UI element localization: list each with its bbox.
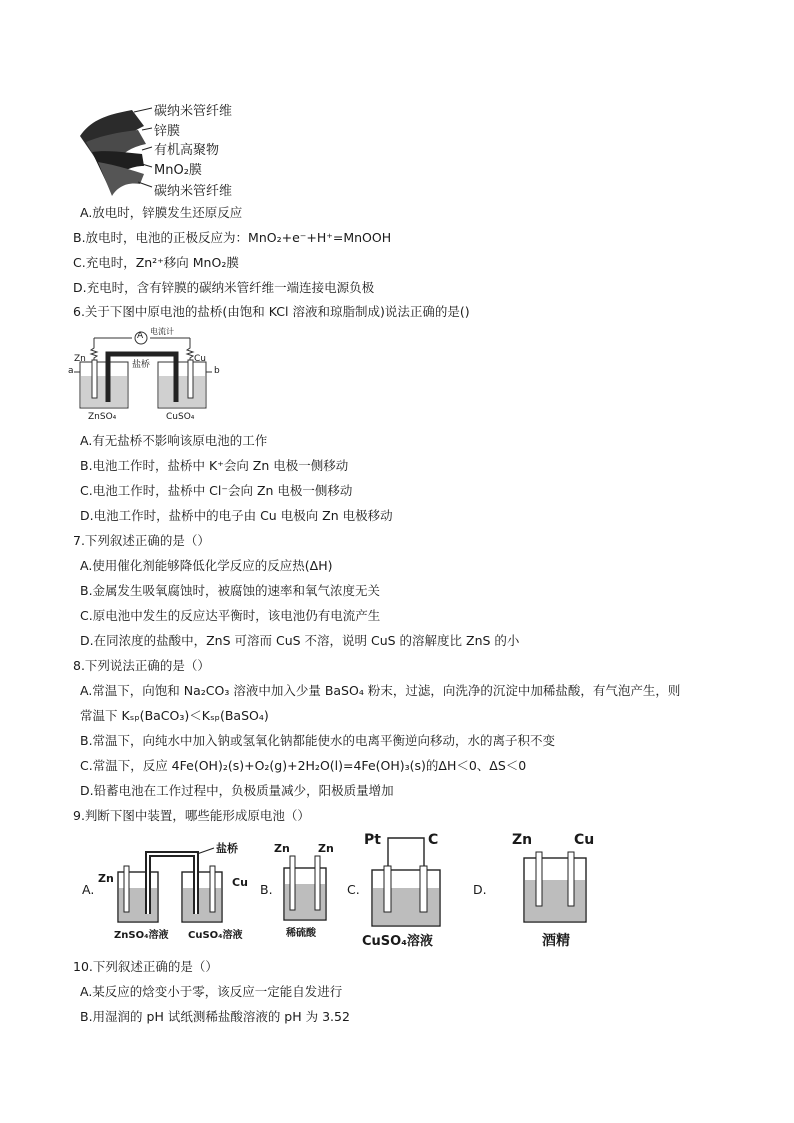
- q7-option-d: D.在同浓度的盐酸中，ZnS 可溶而 CuS 不溶，说明 CuS 的溶解度比 ZnS 的小: [80, 633, 520, 648]
- q9-opt-c-e2: C: [428, 832, 439, 848]
- fig1-label-cnt-top: 碳纳米管纤维: [154, 104, 233, 119]
- q8-option-a-line1: A.常温下，向饱和 Na₂CO₃ 溶液中加入少量 BaSO₄ 粉末，过滤，向洗净的沉淀中加稀盐酸，有气泡产生，则: [80, 683, 681, 698]
- q6-cuso4-label: CuSO₄: [166, 412, 195, 422]
- q9-opt-b-letter: B.: [260, 882, 273, 897]
- q8-stem: 8.下列说法正确的是（）: [73, 658, 210, 673]
- q9-opt-a-bridge: 盐桥: [216, 842, 238, 855]
- q9-opt-a-letter: A.: [82, 882, 95, 897]
- q9-opt-b-e2: Zn: [318, 842, 334, 855]
- q9-opt-b-sol: 稀硫酸: [286, 928, 316, 939]
- q9-opt-a-zn: Zn: [98, 872, 114, 885]
- q8-option-d: D.铅蓄电池在工作过程中，负极质量减少，阳极质量增加: [80, 783, 394, 798]
- q9-opt-d-e1: Zn: [512, 832, 533, 848]
- q9-opt-c-e1: Pt: [364, 832, 381, 848]
- q9-opt-c-figure: [362, 830, 472, 950]
- q6-cell-figure: [68, 326, 222, 426]
- fig1-label-zinc: 锌膜: [154, 124, 181, 139]
- q5-option-c: C.充电时，Zn²⁺移向 MnO₂膜: [73, 255, 239, 270]
- q9-opt-d-letter: D.: [473, 882, 487, 897]
- q6-cu-label: Cu: [194, 354, 206, 364]
- fig1-label-polymer: 有机高聚物: [154, 143, 220, 158]
- fig1-label-mno2: MnO₂膜: [154, 163, 202, 178]
- q9-opt-a-right-sol: CuSO₄溶液: [188, 930, 243, 941]
- q9-opt-c-letter: C.: [347, 882, 360, 897]
- q6-zn-label: Zn: [74, 354, 86, 364]
- q9-opt-b-figure: [270, 840, 340, 940]
- q8-option-b: B.常温下，向纯水中加入钠或氢氧化钠都能使水的电离平衡逆向移动，水的离子积不变: [80, 733, 556, 748]
- q10-stem: 10.下列叙述正确的是（）: [73, 959, 218, 974]
- q6-option-d: D.电池工作时，盐桥中的电子由 Cu 电极向 Zn 电极移动: [80, 508, 393, 523]
- q6-stem: 6.关于下图中原电池的盐桥(由饱和 KCl 溶液和琼脂制成)说法正确的是(): [73, 304, 470, 319]
- fig1-label-cnt-bottom: 碳纳米管纤维: [154, 184, 233, 199]
- q6-a-label: a: [68, 366, 74, 376]
- q6-option-a: A.有无盐桥不影响该原电池的工作: [80, 433, 268, 448]
- q7-option-c: C.原电池中发生的反应达平衡时，该电池仍有电流产生: [80, 608, 381, 623]
- q10-option-b: B.用湿润的 pH 试纸测稀盐酸溶液的 pH 为 3.52: [80, 1009, 350, 1024]
- q7-stem: 7.下列叙述正确的是（）: [73, 533, 210, 548]
- q6-meter-label: 电流计: [150, 327, 174, 336]
- q5-option-d: D.充电时，含有锌膜的碳纳米管纤维一端连接电源负极: [73, 280, 375, 295]
- q10-option-a: A.某反应的焓变小于零，该反应一定能自发进行: [80, 984, 343, 999]
- q6-bridge-label: 盐桥: [132, 360, 151, 370]
- q5-option-a: A.放电时，锌膜发生还原反应: [80, 205, 243, 220]
- q9-stem: 9.判断下图中装置，哪些能形成原电池（）: [73, 808, 310, 823]
- q5-option-b: B.放电时，电池的正极反应为：MnO₂+e⁻+H⁺=MnOOH: [73, 230, 392, 245]
- q9-opt-a-left-sol: ZnSO₄溶液: [114, 930, 169, 941]
- q6-znso4-label: ZnSO₄: [88, 412, 117, 422]
- q6-b-label: b: [214, 366, 220, 376]
- q9-opt-d-figure: [510, 830, 610, 950]
- q9-opt-d-e2: Cu: [574, 832, 595, 848]
- q9-opt-b-e1: Zn: [274, 842, 290, 855]
- q9-opt-d-sol: 酒精: [542, 933, 570, 949]
- q6-meter-symbol: A: [137, 331, 144, 341]
- q9-opt-a-cu: Cu: [232, 876, 248, 889]
- q6-cell-drawing: [72, 326, 222, 426]
- q9-opt-a-figure: [94, 836, 262, 946]
- battery-fiber-figure: [72, 96, 262, 200]
- q8-option-a-line2: 常温下 Kₛₚ(BaCO₃)＜Kₛₚ(BaSO₄): [80, 708, 269, 723]
- q6-option-c: C.电池工作时，盐桥中 Cl⁻会向 Zn 电极一侧移动: [80, 483, 353, 498]
- q6-option-b: B.电池工作时，盐桥中 K⁺会向 Zn 电极一侧移动: [80, 458, 349, 473]
- q8-option-c: C.常温下，反应 4Fe(OH)₂(s)+O₂(g)+2H₂O(l)=4Fe(OH)₃(s)的ΔH＜0、ΔS＜0: [80, 758, 527, 773]
- q9-opt-c-sol: CuSO₄溶液: [362, 934, 433, 949]
- q7-option-a: A.使用催化剂能够降低化学反应的反应热(ΔH): [80, 558, 333, 573]
- q7-option-b: B.金属发生吸氧腐蚀时，被腐蚀的速率和氧气浓度无关: [80, 583, 381, 598]
